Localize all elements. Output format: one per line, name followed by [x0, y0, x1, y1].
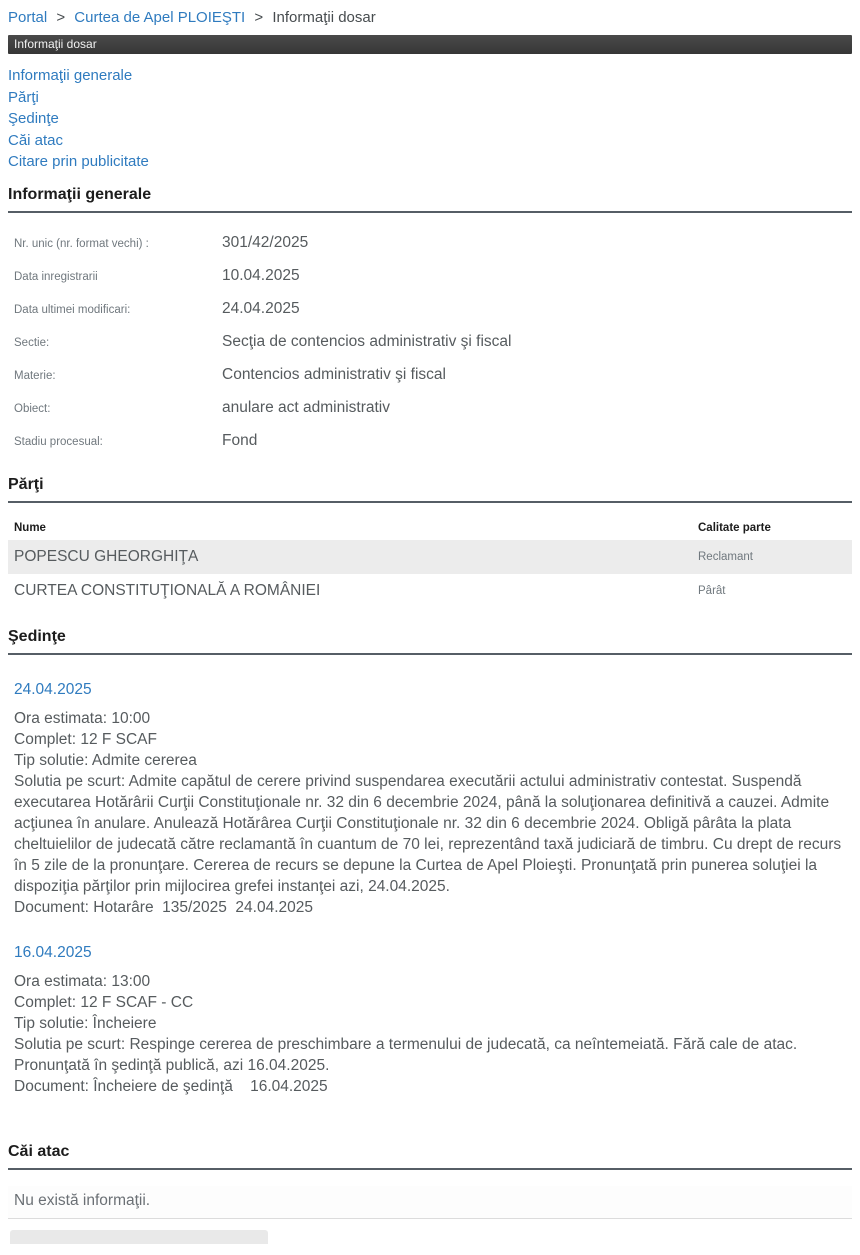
info-value: Secţia de contencios administrativ şi fiscal [222, 332, 512, 350]
info-label: Data ultimei modificari: [14, 303, 131, 316]
info-value: 24.04.2025 [222, 299, 300, 317]
info-row-sectie [8, 332, 852, 365]
info-row-stadiu [8, 431, 852, 464]
session-ora-estimata: Ora estimata: 13:00 [14, 972, 151, 990]
nav-link-parti[interactable]: Părţi [8, 88, 39, 106]
session-complet: Complet: 12 F SCAF [14, 730, 157, 748]
session-tip-solutie: Tip solutie: Admite cererea [14, 751, 197, 769]
nav-link-sedinte[interactable]: Şedinţe [8, 110, 59, 127]
parties-table [8, 519, 852, 608]
appeals-heading: Căi atac [8, 1143, 852, 1170]
page-title: Informaţii dosar [14, 37, 97, 51]
breadcrumb-separator: > [254, 9, 264, 26]
info-value: 10.04.2025 [222, 266, 300, 284]
info-row-obiect [8, 398, 852, 431]
info-value: Fond [222, 431, 258, 449]
session-date-link[interactable]: 24.04.2025 [14, 680, 92, 698]
info-row-nr-unic [8, 233, 852, 266]
session-complet: Complet: 12 F SCAF - CC [14, 993, 194, 1011]
info-value: 301/42/2025 [222, 233, 309, 251]
info-label: Materie: [14, 369, 56, 382]
appeals-empty-message: Nu există informaţii. [8, 1186, 852, 1219]
nav-link-informatii-generale[interactable]: Informaţii generale [8, 67, 133, 84]
nav-link-cai-atac[interactable]: Căi atac [8, 131, 64, 149]
session-solutie-pe-scurt: Solutia pe scurt: Respinge cererea de preschimbare a termenului de judecată, ca neîntemeiată. Fără cale de atac. Pronunţată în şedinţă publică, azi 16.04.2025. [14, 1035, 802, 1074]
table-row [8, 540, 852, 574]
column-header-nume: Nume [14, 521, 46, 534]
breadcrumb [8, 0, 852, 26]
session-document: Document: Încheiere de şedinţă 16.04.2025 [14, 1077, 328, 1095]
info-value: anulare act administrativ [222, 398, 390, 416]
session-item [8, 944, 852, 1097]
party-name: POPESCU GHEORGHIŢA [14, 547, 199, 565]
column-header-calitate-parte: Calitate parte [698, 521, 771, 534]
info-label: Nr. unic (nr. format vechi) : [14, 237, 149, 250]
info-label: Data inregistrarii [14, 270, 98, 283]
page-title-bar [8, 35, 852, 54]
session-date-link[interactable]: 16.04.2025 [14, 943, 92, 961]
session-document: Document: Hotarâre 135/2025 24.04.2025 [14, 898, 314, 916]
general-info-heading: Informaţii generale [8, 186, 852, 213]
breadcrumb-link-court[interactable]: Curtea de Apel PLOIEŞTI [74, 9, 246, 26]
parties-table-header [8, 519, 852, 540]
session-details [8, 708, 852, 918]
breadcrumb-separator: > [56, 9, 66, 26]
breadcrumb-current: Informaţii dosar [272, 9, 376, 26]
section-nav [8, 65, 852, 173]
info-value: Contencios administrativ şi fiscal [222, 365, 446, 383]
info-row-data-inregistrarii [8, 266, 852, 299]
party-name: CURTEA CONSTITUŢIONALĂ A ROMÂNIEI [14, 581, 321, 599]
session-tip-solutie: Tip solutie: Încheiere [14, 1014, 157, 1032]
session-details [8, 971, 852, 1097]
session-item [8, 681, 852, 918]
nav-link-citare-prin-publicitate[interactable]: Citare prin publicitate [8, 153, 149, 170]
party-role: Reclamant [698, 550, 753, 563]
table-row [8, 574, 852, 608]
parties-heading: Părţi [8, 476, 852, 503]
session-ora-estimata: Ora estimata: 10:00 [14, 709, 151, 727]
cutoff-element [10, 1230, 268, 1244]
breadcrumb-link-portal[interactable]: Portal [8, 9, 48, 26]
session-solutie-pe-scurt: Solutia pe scurt: Admite capătul de cerere privind suspendarea executării actului administrativ contestat. Suspendă executarea Hotărârii Curţii Constituţionale nr. 32 din 6 decembrie 2024, până la soluţionarea definitivă a cauzei. Admite acţiunea în anulare. Anulează Hotărârea Curţii Constituţionale nr. 32 din 6 decembrie 2024. Obligă pârâta la plata cheltuielilor de judecată către reclamantă în cuantum de 70 lei, reprezentând taxă judiciară de timbru. Cu drept de recurs în 5 zile de la pronunţare. Cererea de recurs se depune la Curtea de Apel Ploieşti. Pronunţată prin punerea soluţiei la dispoziţia părţilor prin mijlocirea grefei instanţei azi, 24.04.2025. [14, 772, 846, 895]
info-row-data-modificari [8, 299, 852, 332]
info-row-materie [8, 365, 852, 398]
info-label: Sectie: [14, 336, 50, 349]
sessions-heading: Şedinţe [8, 628, 852, 655]
party-role: Pârât [698, 584, 726, 597]
info-label: Obiect: [14, 402, 51, 415]
info-label: Stadiu procesual: [14, 435, 103, 448]
general-info-table [8, 233, 852, 464]
